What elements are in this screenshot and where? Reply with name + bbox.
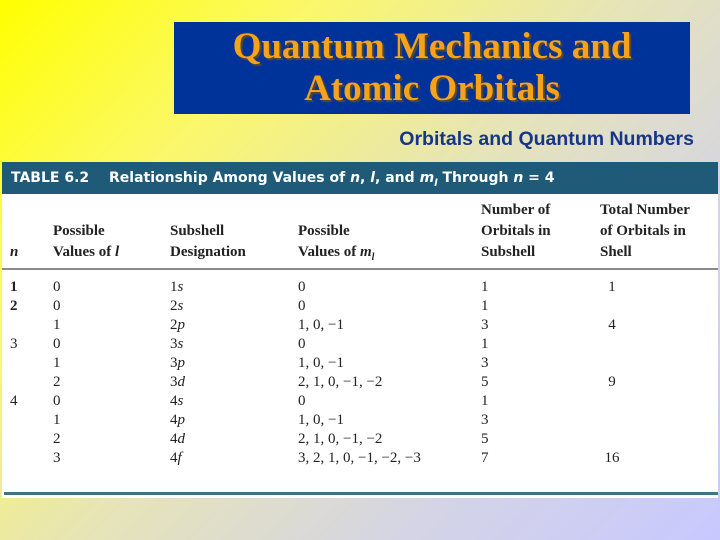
subshell-number: 4 [170, 450, 178, 466]
cell-l: 2 [53, 374, 61, 390]
cell-ml: 0 [298, 279, 306, 295]
cell-l: 1 [53, 317, 61, 333]
cell-l: 0 [53, 279, 61, 295]
cell-ml: 2, 1, 0, −1, −2 [298, 374, 383, 390]
table-number: TABLE 6.2 [11, 170, 90, 186]
header-tot-line-2: of Orbitals in [600, 223, 686, 239]
slide-title-box [174, 22, 690, 114]
header-l-line-1: Possible [53, 223, 105, 239]
cell-n: 2 [10, 298, 18, 314]
caption-n-symbol: n [350, 170, 361, 186]
table-bottom-rule [4, 492, 718, 495]
cell-num-orbitals: 1 [481, 298, 489, 314]
cell-subshell [170, 449, 182, 468]
cell-ml: 0 [298, 393, 306, 409]
cell-subshell [170, 373, 185, 392]
cell-ml: 3, 2, 1, 0, −1, −2, −3 [298, 450, 421, 466]
header-num-line-3: Subshell [481, 244, 536, 260]
slide-title-line-2: Atomic Orbitals [304, 68, 560, 109]
table-row [2, 354, 718, 373]
cell-ml: 0 [298, 298, 306, 314]
cell-num-orbitals: 5 [481, 374, 489, 390]
cell-num-orbitals: 3 [481, 355, 489, 371]
header-l [53, 221, 119, 263]
subshell-number: 2 [170, 317, 178, 333]
cell-num-orbitals: 7 [481, 450, 489, 466]
cell-subshell [170, 430, 185, 449]
header-ml-line-2 [298, 242, 374, 268]
subshell-letter: s [177, 336, 184, 352]
subshell-letter: d [177, 431, 185, 447]
caption-prefix: Relationship Among Values of [109, 170, 351, 186]
caption-m-symbol: m [419, 170, 435, 186]
cell-ml: 2, 1, 0, −1, −2 [298, 431, 383, 447]
subshell-number: 3 [170, 374, 178, 390]
cell-ml: 1, 0, −1 [298, 355, 344, 371]
caption-equals: = 4 [523, 170, 555, 186]
cell-l: 2 [53, 431, 61, 447]
header-ml [298, 221, 374, 268]
subshell-number: 2 [170, 298, 178, 314]
cell-n: 3 [10, 336, 18, 352]
cell-subshell [170, 392, 183, 411]
header-ml-symbol: m [359, 244, 372, 260]
subshell-number: 4 [170, 431, 178, 447]
cell-l: 0 [53, 298, 61, 314]
slide-subtitle: Orbitals and Quantum Numbers [399, 128, 694, 150]
cell-l: 0 [53, 336, 61, 352]
cell-l: 3 [53, 450, 61, 466]
cell-l: 0 [53, 393, 61, 409]
header-total-orbitals [600, 200, 690, 263]
header-n-symbol: n [10, 244, 19, 260]
table-row [2, 392, 718, 411]
cell-l: 1 [53, 355, 61, 371]
subshell-letter: p [177, 412, 185, 428]
caption-n-symbol: n [513, 170, 524, 186]
table-row [2, 411, 718, 430]
header-num-line-1: Number of [481, 202, 551, 218]
header-tot-line-3: Shell [600, 244, 632, 260]
cell-subshell [170, 297, 183, 316]
cell-subshell [170, 335, 183, 354]
header-tot-line-1: Total Number [600, 202, 690, 218]
caption-sep: , and [375, 170, 420, 186]
subshell-number: 4 [170, 393, 178, 409]
header-l-symbol: l [114, 244, 120, 260]
cell-total-orbitals: 4 [608, 317, 616, 333]
cell-subshell [170, 354, 185, 373]
table-caption-bar [2, 162, 718, 194]
cell-ml: 0 [298, 336, 306, 352]
subshell-letter: s [177, 393, 184, 409]
cell-total-orbitals: 16 [604, 450, 620, 466]
table-row [2, 316, 718, 335]
header-ml-line-1: Possible [298, 223, 350, 239]
header-num-orbitals [481, 200, 551, 263]
cell-subshell [170, 411, 185, 430]
header-subshell-line-2: Designation [170, 244, 246, 260]
cell-num-orbitals: 1 [481, 393, 489, 409]
subshell-number: 4 [170, 412, 178, 428]
table-row [2, 373, 718, 392]
header-ml-text: Values of [298, 244, 360, 260]
cell-ml: 1, 0, −1 [298, 317, 344, 333]
cell-n: 4 [10, 393, 18, 409]
cell-n: 1 [10, 279, 18, 295]
subshell-letter: s [177, 298, 184, 314]
cell-subshell [170, 316, 185, 335]
header-num-line-2: Orbitals in [481, 223, 551, 239]
cell-num-orbitals: 5 [481, 431, 489, 447]
cell-num-orbitals: 3 [481, 317, 489, 333]
subshell-number: 3 [170, 355, 178, 371]
header-n [10, 242, 18, 263]
subshell-letter: f [177, 450, 182, 466]
header-divider [2, 268, 718, 270]
table-row [2, 449, 718, 468]
cell-num-orbitals: 3 [481, 412, 489, 428]
cell-num-orbitals: 1 [481, 336, 489, 352]
header-subshell [170, 221, 246, 263]
cell-l: 1 [53, 412, 61, 428]
table-row [2, 430, 718, 449]
header-l-text: Values of [53, 244, 115, 260]
subshell-number: 1 [170, 279, 178, 295]
quantum-numbers-table [2, 162, 718, 498]
header-l-line-2 [53, 242, 119, 263]
table-row [2, 297, 718, 316]
table-title [109, 162, 555, 200]
cell-subshell [170, 278, 183, 297]
caption-sep: , [360, 170, 371, 186]
subshell-letter: s [177, 279, 184, 295]
table-row [2, 335, 718, 354]
caption-l-symbol: l [370, 170, 376, 186]
cell-num-orbitals: 1 [481, 279, 489, 295]
header-subshell-line-1: Subshell [170, 223, 225, 239]
cell-ml: 1, 0, −1 [298, 412, 344, 428]
header-ml-subscript: l [371, 252, 375, 263]
subshell-letter: d [177, 374, 185, 390]
caption-m-subscript: l [434, 177, 438, 189]
table-row [2, 278, 718, 297]
cell-total-orbitals: 1 [608, 279, 616, 295]
slide-title-line-1: Quantum Mechanics and [232, 26, 632, 67]
cell-total-orbitals: 9 [608, 374, 616, 390]
subshell-number: 3 [170, 336, 178, 352]
caption-through: Through [437, 170, 514, 186]
subshell-letter: p [177, 355, 185, 371]
subshell-letter: p [177, 317, 185, 333]
